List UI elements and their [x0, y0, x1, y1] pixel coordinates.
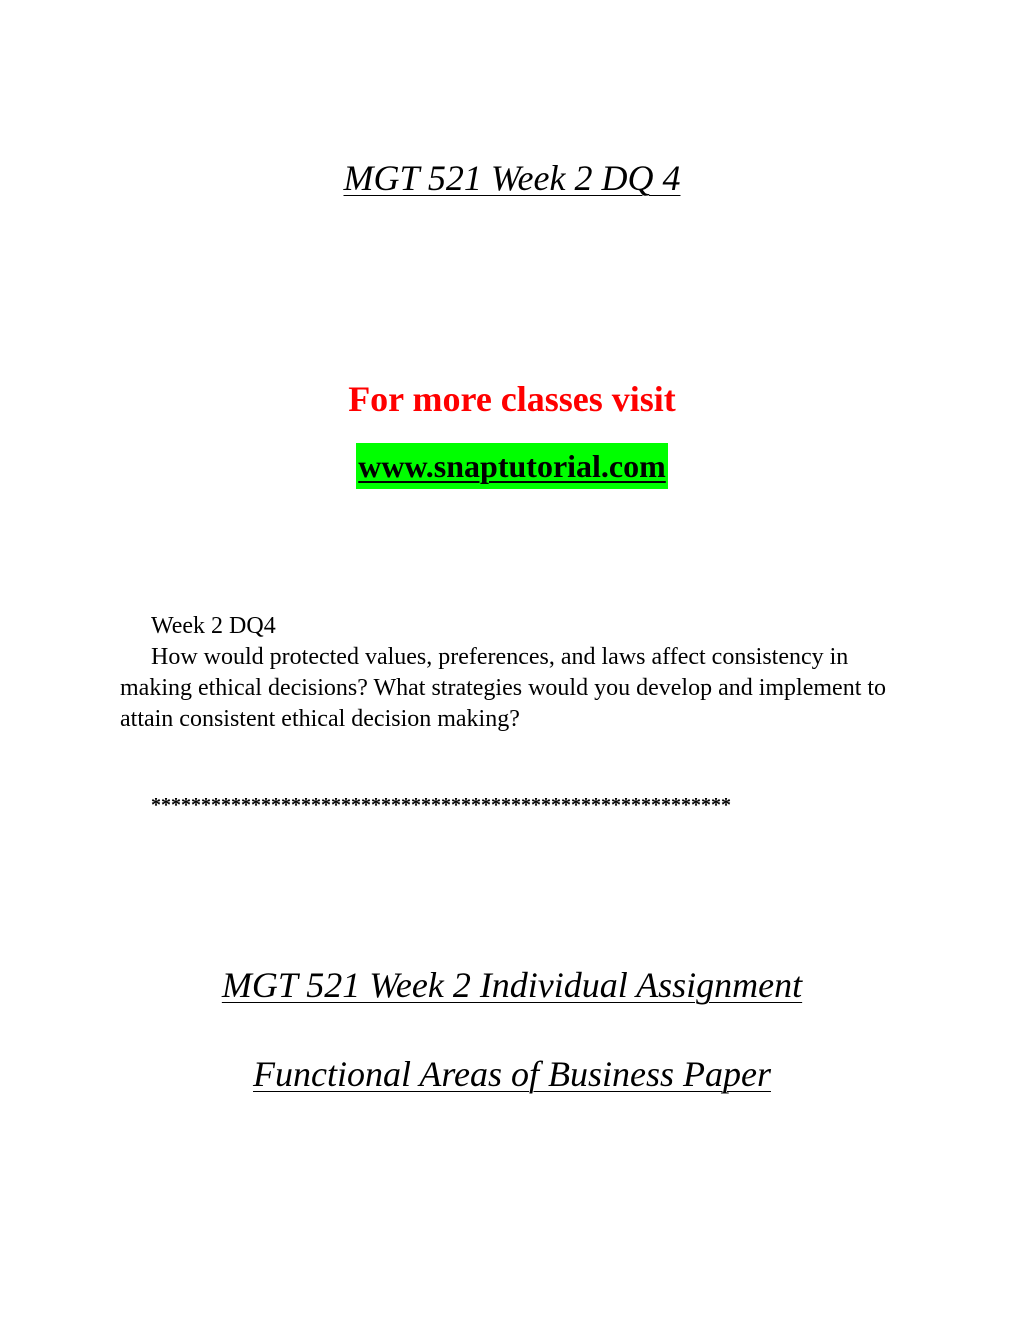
promo-link-container: [0, 443, 1024, 489]
next-assignment-title: [0, 965, 1024, 1005]
next-assignment-subtitle: [0, 1054, 1024, 1094]
separator-line: **********************************************************: [151, 794, 731, 816]
next-assignment-title-text: MGT 521 Week 2 Individual Assignment: [221, 965, 803, 1005]
question-heading: Week 2 DQ4: [151, 613, 276, 639]
website-link[interactable]: www.snaptutorial.com: [356, 443, 668, 489]
question-text: How would protected values, preferences, and laws affect consistency in making ethical decisions? What strategies would you develop and implement to attain consistent ethical decision making?: [120, 644, 887, 732]
document-title: [0, 158, 1024, 198]
question-block: [120, 611, 920, 735]
document-title-text: MGT 521 Week 2 DQ 4: [343, 158, 681, 198]
promo-text: For more classes visit: [348, 379, 676, 419]
next-assignment-subtitle-text: Functional Areas of Business Paper: [253, 1054, 771, 1094]
